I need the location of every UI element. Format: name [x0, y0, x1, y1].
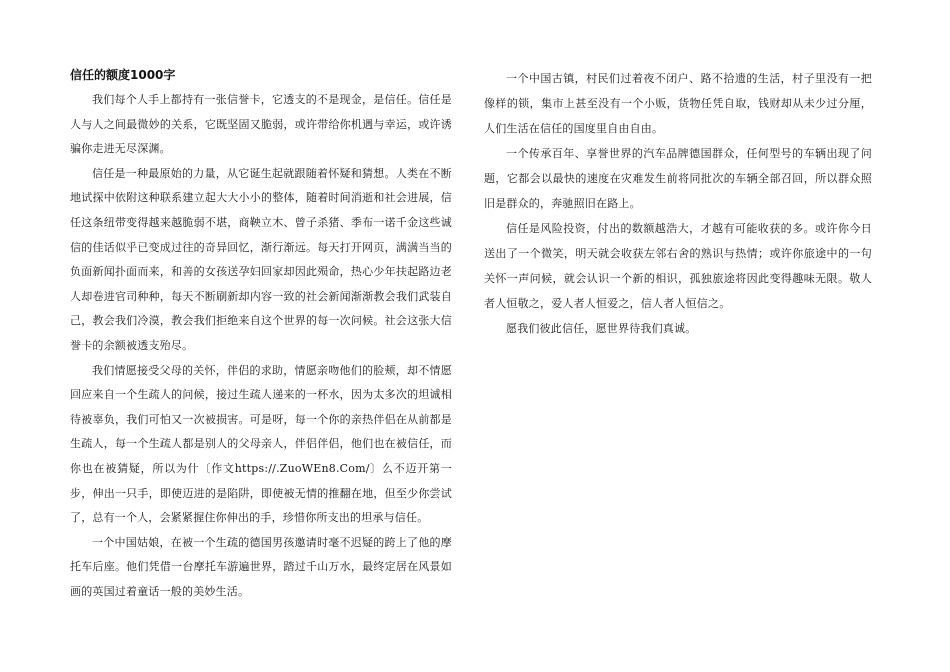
paragraph: 信任是风险投资，付出的数额越浩大，才越有可能收获的多。或许你今日送出了一个微笑，明天就会收获左邻右舍的熟识与热情；或许你旅途中的一句关怀一声问候，就会认识一个新的相识，孤独旅途将因此变得趣味无限。敬人者人恒敬之，爱人者人恒爱之，信人者人恒信之。: [484, 222, 872, 310]
paragraph: 一个传承百年、享誉世界的汽车品牌德国群众，任何型号的车辆出现了问题，它都会以最快的速度在灾难发生前将同批次的车辆全部召回，所以群众照旧是群众的，奔驰照旧在路上。: [484, 147, 872, 210]
paragraph: 我们每个人手上都持有一张信誉卡，它透支的不是现金，是信任。信任是人与人之间最微妙的关系，它既坚固又脆弱，或许带给你机遇与幸运，或许诱骗你走进无尽深渊。: [70, 93, 452, 156]
paragraph: 愿我们彼此信任，愿世界待我们真诚。: [506, 322, 697, 335]
essay-title: 信任的额度1000字: [70, 68, 176, 82]
paragraph: 信任是一种最原始的力量，从它诞生起就跟随着怀疑和猜想。人类在不断地试探中依附这种联系建立起大大小小的整体，随着时间消逝和社会进展，信任这条纽带变得越来越脆弱不堪，商鞅立木、曾子杀猪、季布一诺千金这些诚信的佳话似乎已变成过往的奇异回忆，渐行渐远。每天打开网页，满满当当的负面新闻扑面而来，和善的女孩送孕妇回家却因此殒命，热心少年扶起路边老人却卷进官司种种，每天不断刷新却内容一致的社会新闻渐渐教会我们武装自己，教会我们冷漠，教会我们拒绝来自这个世界的每一次问候。社会这张大信誉卡的余额被透支殆尽。: [70, 166, 452, 352]
right-column: [484, 66, 872, 341]
paragraph: 我们情愿接受父母的关怀，伴侣的求助，情愿亲吻他们的脸颊，却不情愿回应来自一个生疏人的问候，接过生疏人递来的一杯水，因为太多次的坦诚相待被辜负，我们可怕又一次被损害。可是呀，每一个你的亲热伴侣在从前都是生疏人，每一个生疏人都是别人的父母亲人，伴侣伴侣，他们也在被信任，而你也在被猜疑，所以为什〔作文https://.ZuoWEn8.Com/〕么不迈开第一步，伸出一只手，即使迈进的是陷阱，即使被无情的推翻在地，但至少你尝试了，总有一个人，会紧紧握住你伸出的手，珍惜你所支出的坦承与信任。: [70, 363, 452, 525]
paragraph: 一个中国古镇，村民们过着夜不闭户、路不拾遗的生活，村子里没有一把像样的锁，集市上甚至没有一个小贩，货物任凭自取，钱财却从未少过分厘，人们生活在信任的国度里自由自由。: [484, 72, 872, 135]
left-column: [70, 66, 452, 604]
paragraph: 一个中国姑娘，在被一个生疏的德国男孩邀请时毫不迟疑的跨上了他的摩托车后座。他们凭借一台摩托车游遍世界，踏过千山万水，最终定居在风景如画的英国过着童话一般的美妙生活。: [70, 535, 452, 598]
